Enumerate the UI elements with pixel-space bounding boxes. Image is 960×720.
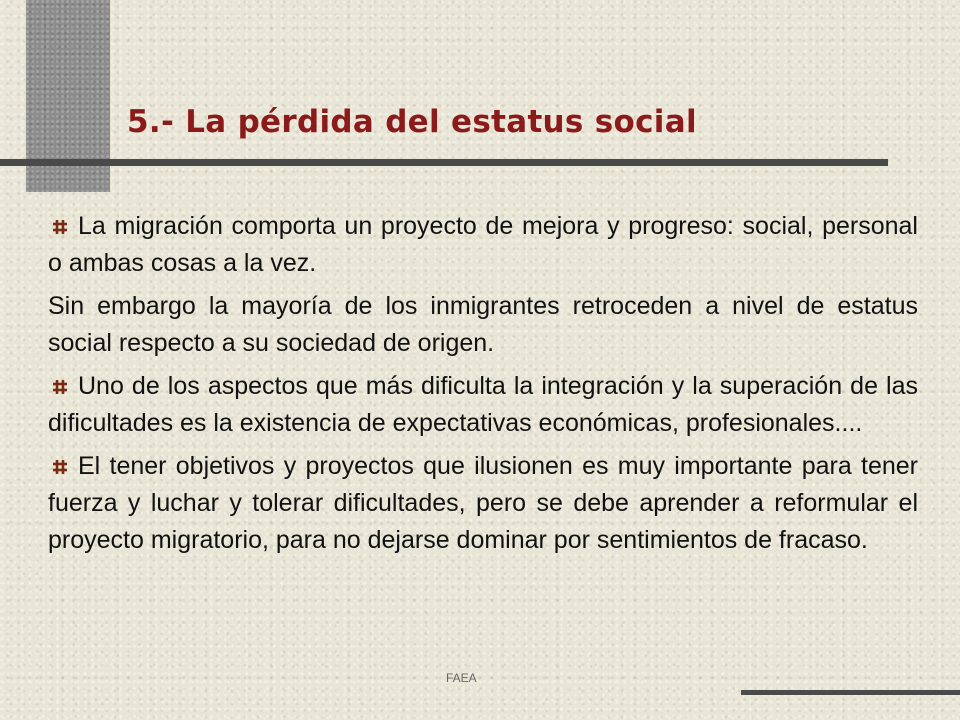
paragraph-2-text: Sin embargo la mayoría de los inmigrantes retroceden a nivel de estatus social respecto a su sociedad de origen. bbox=[48, 292, 918, 357]
paragraph-3 bbox=[48, 368, 918, 442]
slide-title: 5.- La pérdida del estatus social bbox=[127, 104, 697, 140]
bottom-right-rule bbox=[741, 690, 960, 695]
paragraph-4-text: El tener objetivos y proyectos que ilusionen es muy importante para tener fuerza y luchar y tolerar dificultades, pero se debe aprender a reformular el proyecto migratorio, para no dejarse dominar por sentimientos de fracaso. bbox=[48, 452, 918, 554]
title-underline-rule bbox=[0, 159, 888, 166]
paragraph-1 bbox=[48, 208, 918, 282]
paragraph-1-text: La migración comporta un proyecto de mejora y progreso: social, personal o ambas cosas a la vez. bbox=[48, 212, 918, 277]
footer-label: FAEA bbox=[446, 671, 477, 685]
paragraph-2 bbox=[48, 288, 918, 362]
hash-bullet-icon bbox=[52, 459, 68, 475]
slide-body bbox=[48, 208, 918, 565]
paragraph-3-text: Uno de los aspectos que más dificulta la integración y la superación de las dificultades es la existencia de expectativas económicas, profesionales.... bbox=[48, 372, 918, 437]
hash-bullet-icon bbox=[52, 219, 68, 235]
paragraph-4 bbox=[48, 448, 918, 559]
hash-bullet-icon bbox=[52, 379, 68, 395]
